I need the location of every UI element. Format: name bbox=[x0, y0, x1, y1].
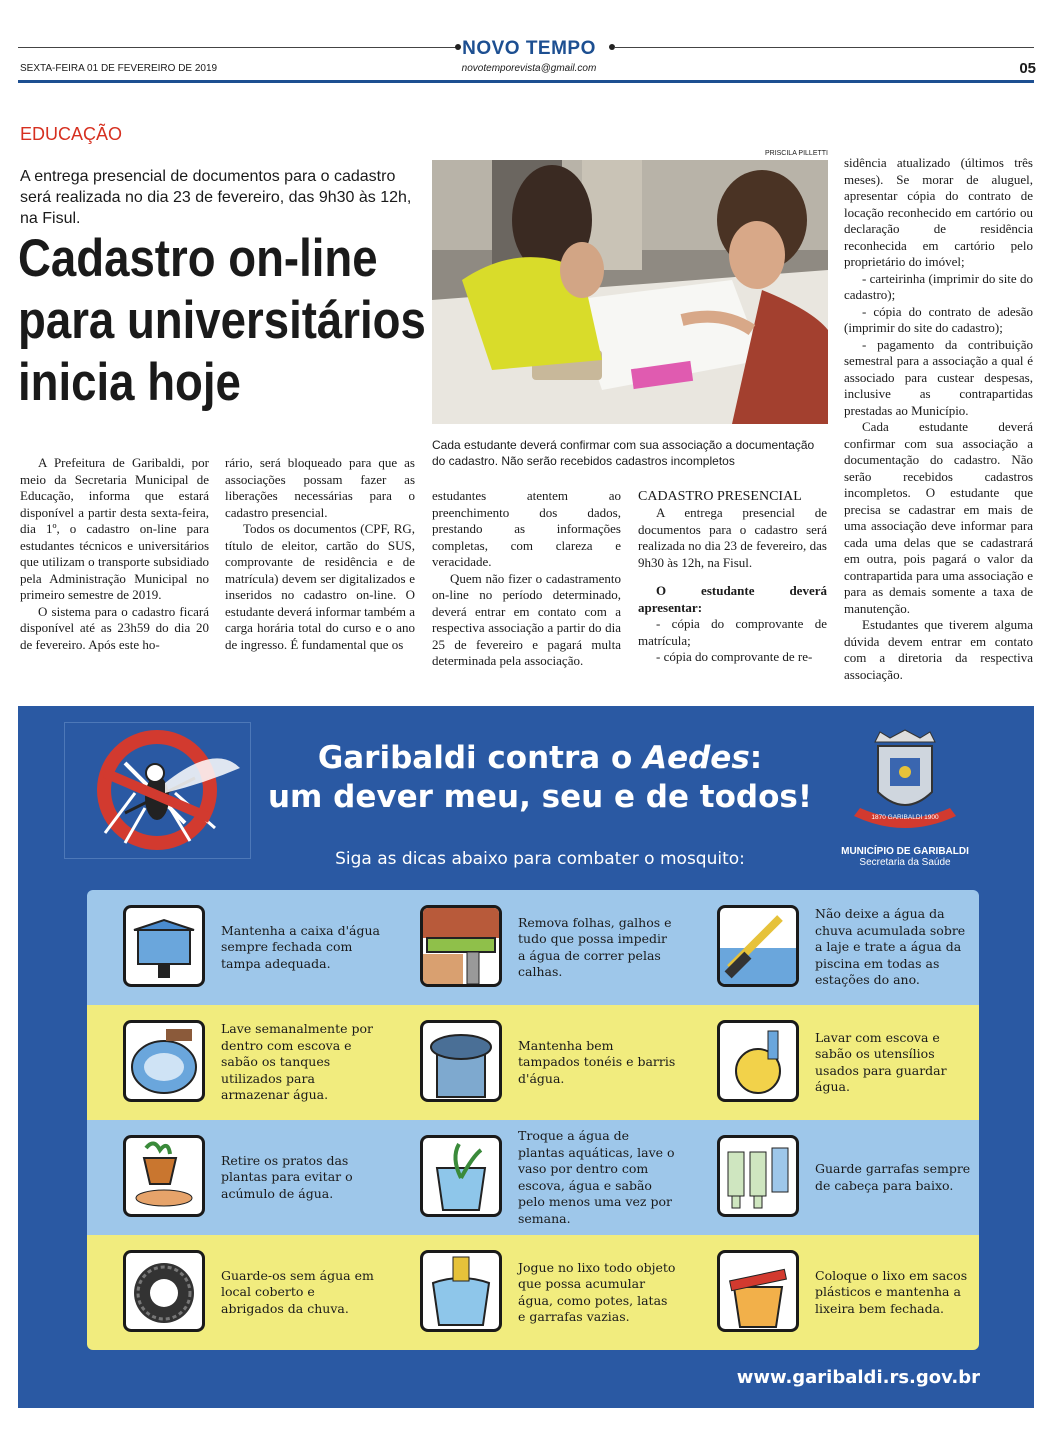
barrel-lid-icon bbox=[420, 1020, 502, 1102]
municipal-crest bbox=[850, 728, 960, 840]
tip-text: Mantenha a caixa d'água sempre fechada com tampa adequada. bbox=[221, 922, 380, 971]
tip-text: Troque a água de plantas aquáticas, lave o vaso por dentro com escova, água e sabão pelo menos uma vez por semana. bbox=[518, 1128, 675, 1226]
banner-title-line-1 bbox=[240, 739, 840, 778]
headline-line-1: Cadastro on-line bbox=[18, 229, 378, 288]
paragraph: estudantes atentem ao preenchimento dos dados, prestando as informações completas, com clareza e veracidade. bbox=[432, 488, 621, 569]
title-aedes: Aedes bbox=[643, 740, 750, 776]
section-label: EDUCAÇÃO bbox=[20, 124, 123, 144]
tip-text: Lave semanalmente por dentro com escova e sabão os tanques utilizados para armazenar água. bbox=[221, 1021, 374, 1103]
tip-card bbox=[681, 1005, 979, 1120]
washing-utensil-icon bbox=[717, 1020, 799, 1102]
tip-card bbox=[384, 1005, 681, 1120]
bottles-icon bbox=[717, 1135, 799, 1217]
tips-row-2 bbox=[87, 1005, 979, 1120]
tip-text: Guarde-os sem água em local coberto e abrigados da chuva. bbox=[221, 1267, 374, 1316]
article-deck: A entrega presencial de documentos para o cadastro será realizada no dia 23 de fevereiro, das 9h30 às 12h, na Fisul. bbox=[20, 168, 412, 227]
title-colon: : bbox=[749, 740, 763, 776]
article-column-2 bbox=[225, 455, 415, 653]
article-column-5 bbox=[844, 155, 1033, 683]
photo-credit: PRISCILA PILLETTI bbox=[764, 150, 828, 157]
paragraph: A entrega presencial de documentos para o cadastro será realizada no dia 23 de fevereiro, das 9h30 às 12h, na Fisul. bbox=[638, 505, 827, 570]
department-name: Secretaria da Saúde bbox=[859, 857, 951, 868]
mosquito-logo-frame bbox=[64, 722, 251, 859]
tip-text: Remova folhas, galhos e tudo que possa impedir a água de correr pelas calhas. bbox=[518, 914, 672, 979]
article-photo bbox=[432, 160, 828, 424]
tank-brush-icon bbox=[123, 1020, 205, 1102]
photo-caption: Cada estudante deverá confirmar com sua associação a documentação do cadastro. Não serão recebidos cadastros incompletos bbox=[432, 438, 815, 468]
tip-card bbox=[681, 1120, 979, 1235]
tip-text: Jogue no lixo todo objeto que possa acumular água, como potes, latas e garrafas vazias. bbox=[518, 1259, 676, 1324]
paragraph: Quem não fizer o cadastramento on-line no período determinado, deverá entrar em contato com a respectiva associação a partir do dia 25 de fevereiro e pagará multa determinada pela associação. bbox=[432, 570, 621, 668]
municipality-name: MUNICÍPIO DE GARIBALDI bbox=[841, 846, 969, 857]
paragraph: Todos os documentos (CPF, RG, título de eleitor, cartão do SUS, comprovante de residência e de matrícula) devem ser digitalizados e inseridos no cadastro on-line. O estudante deverá informar também a carga horária total do curso e o ano de ingresso. É fundamental que os bbox=[225, 521, 415, 652]
paragraph: O sistema para o cadastro ficará disponível até as 23h59 do dia 20 de fevereiro. Após este ho- bbox=[20, 603, 209, 652]
tip-card bbox=[681, 1235, 979, 1350]
tips-row-1 bbox=[87, 890, 979, 1005]
no-mosquito-icon bbox=[65, 723, 250, 858]
website-url: www.garibaldi.rs.gov.br bbox=[736, 1367, 980, 1388]
requirements-heading: O estudante deverá apresentar: bbox=[638, 583, 827, 615]
tip-card bbox=[87, 1120, 384, 1235]
municipality-block bbox=[820, 846, 990, 868]
tip-card bbox=[384, 890, 681, 1005]
paragraph: Estudantes que tiverem alguma dúvida devem entrar em contato com a diretoria da respectiva associação. bbox=[844, 617, 1033, 682]
tip-text: Retire os pratos das plantas para evitar o acúmulo de água. bbox=[221, 1152, 353, 1201]
article-column-3 bbox=[432, 488, 621, 670]
banner-subtitle: Siga as dicas abaixo para combater o mosquito: bbox=[335, 849, 745, 869]
article-headline bbox=[18, 228, 426, 414]
trash-bag-icon bbox=[420, 1250, 502, 1332]
tip-text: Não deixe a água da chuva acumulada sobre a laje e trate a água da piscina em todas as estações do ano. bbox=[815, 906, 966, 988]
subheading: CADASTRO PRESENCIAL bbox=[638, 489, 802, 504]
tip-card bbox=[87, 1235, 384, 1350]
headline-line-2: para universitários bbox=[18, 291, 426, 350]
issue-date: SEXTA-FEIRA 01 DE FEVEREIRO DE 2019 bbox=[20, 63, 218, 74]
list-item: sidência atualizado (últimos três meses). Se morar de aluguel, apresentar cópia do contrato de locação reconhecido em cartório ou declaração de residência reconhecida em cartório pelo proprietário do imóvel; bbox=[844, 155, 1033, 269]
plant-pot-icon bbox=[123, 1135, 205, 1217]
tips-row-4 bbox=[87, 1235, 979, 1350]
article-column-4 bbox=[638, 488, 827, 666]
headline-line-3: inicia hoje bbox=[18, 353, 241, 412]
tip-card bbox=[87, 890, 384, 1005]
header-rule bbox=[18, 80, 1034, 83]
tip-text: Coloque o lixo em sacos plásticos e mantenha a lixeira bem fechada. bbox=[815, 1267, 968, 1316]
aquatic-plant-icon bbox=[420, 1135, 502, 1217]
crest-years: 1870 GARIBALDI 1900 bbox=[871, 814, 939, 821]
tip-text: Lavar com escova e sabão os utensílios usados para guardar água. bbox=[815, 1029, 947, 1094]
tip-text: Guarde garrafas sempre de cabeça para baixo. bbox=[815, 1161, 971, 1193]
banner-title-line-2: um dever meu, seu e de todos! bbox=[267, 779, 812, 815]
contact-email: novotemporevista@gmail.com bbox=[461, 63, 597, 74]
crest-icon bbox=[850, 728, 960, 840]
list-item: - cópia do comprovante de matrícula; bbox=[638, 616, 827, 648]
paragraph: Cada estudante deverá confirmar com sua associação a documentação do cadastro. Não serão recebidos cadastros incompletos. O estudante que precisa se cadastrar em mais de uma associação deve informar para cada uma delas que se cadastrará em outra, pois pagará o valor da contrapartida para uma associação e para as demais somente a taxa de manutenção. bbox=[844, 419, 1033, 616]
list-item: - cópia do contrato de adesão (imprimir do site do cadastro); bbox=[844, 303, 1033, 335]
tips-row-3 bbox=[87, 1120, 979, 1235]
article-column-1 bbox=[20, 455, 209, 653]
tip-card bbox=[384, 1120, 681, 1235]
gutter-icon bbox=[420, 905, 502, 987]
page-number: 05 bbox=[1019, 60, 1036, 77]
tire-icon bbox=[123, 1250, 205, 1332]
list-item: - carteirinha (imprimir do site do cadastro); bbox=[844, 270, 1033, 302]
list-item: - cópia do comprovante de re- bbox=[656, 649, 813, 664]
masthead: NOVO TEMPO bbox=[462, 38, 596, 59]
title-text: Garibaldi contra o bbox=[317, 740, 644, 776]
tip-card bbox=[87, 1005, 384, 1120]
paragraph: A Prefeitura de Garibaldi, por meio da Secretaria Municipal de Educação, informa que estará disponível a partir desta sexta-feira, dia 1º, o cadastro on-line para estudantes técnicos e universitários que utilizam o transporte subsidiado pela Administração Municipal no primeiro semestre de 2019. bbox=[20, 455, 209, 602]
squeegee-icon bbox=[717, 905, 799, 987]
tip-text: Mantenha bem tampados tonéis e barris d'água. bbox=[518, 1037, 676, 1086]
paragraph: rário, será bloqueado para que as associações possam fazer as liberações necessárias para o cadastro presencial. bbox=[225, 455, 415, 520]
photo-students-filling-forms bbox=[432, 160, 828, 424]
tips-grid bbox=[87, 890, 979, 1350]
trash-bin-icon bbox=[717, 1250, 799, 1332]
tip-card bbox=[681, 890, 979, 1005]
water-tank-icon bbox=[123, 905, 205, 987]
list-item: - pagamento da contribuição semestral para a associação a qual é associado para custear despesas, inclusive as contrapartidas prestadas ao Município. bbox=[844, 336, 1033, 418]
banner-title bbox=[240, 739, 840, 817]
header-rule-right bbox=[614, 47, 1034, 48]
tip-card bbox=[384, 1235, 681, 1350]
